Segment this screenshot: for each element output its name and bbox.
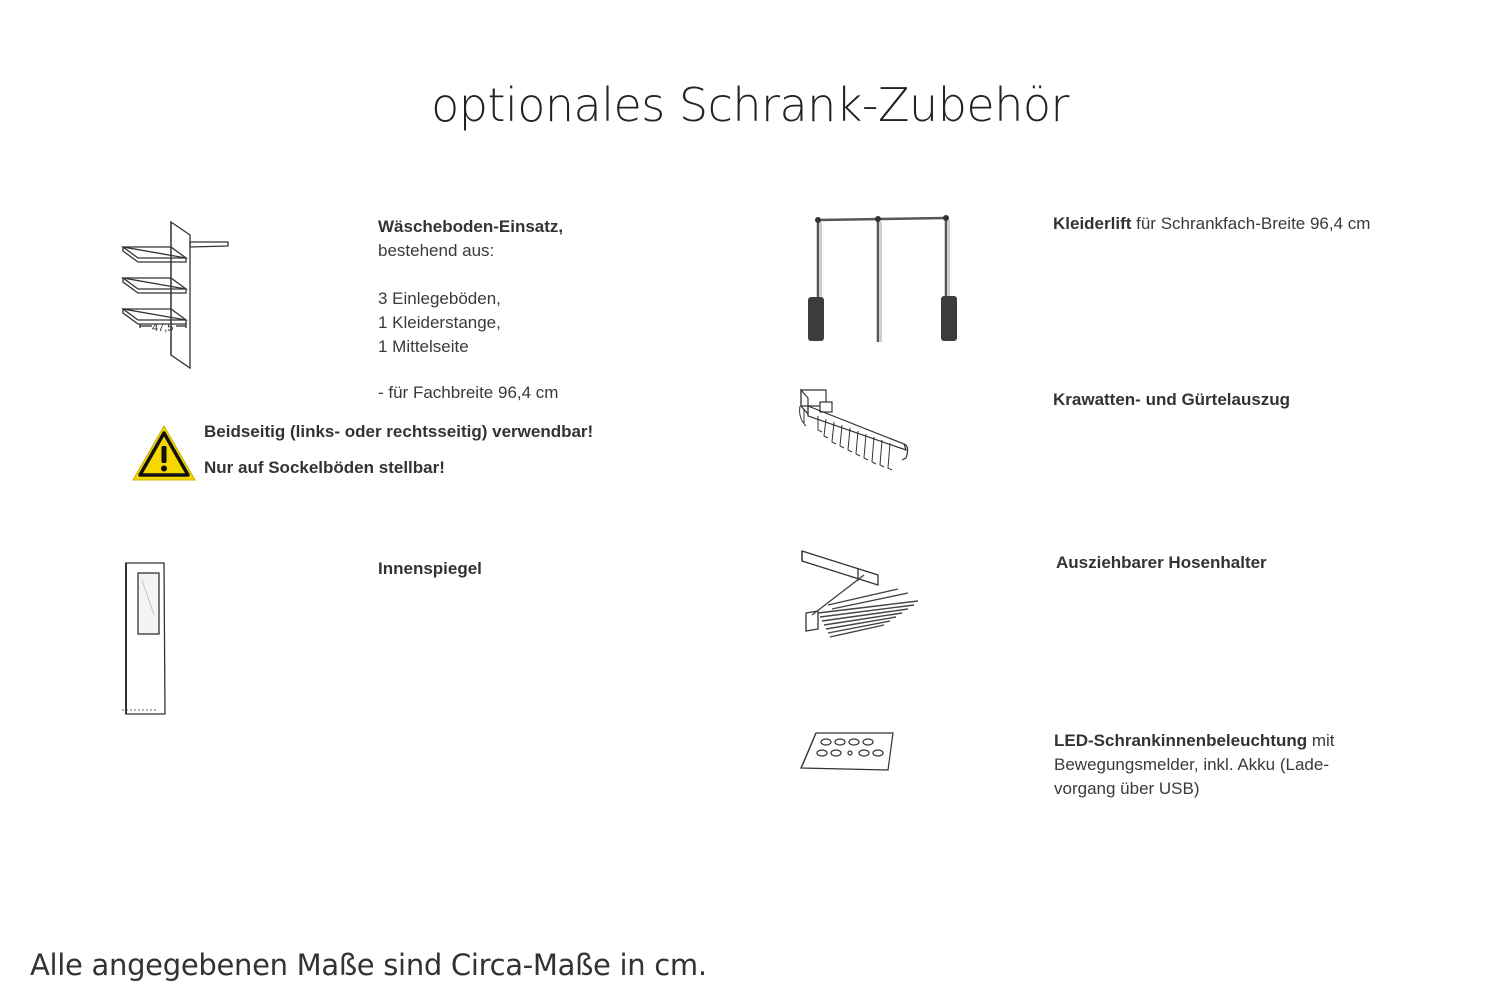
krawatten-description: [1053, 388, 1290, 412]
krawatten-title: Krawatten- und Gürtelauszug: [1053, 390, 1291, 409]
waescheboden-subtitle: bestehend aus:: [378, 241, 495, 260]
waescheboden-item: 1 Kleiderstange,: [378, 313, 501, 332]
warning-text-base: Nur auf Sockelböden stellbar!: [204, 458, 445, 477]
dimension-label: 47,5: [152, 322, 174, 334]
waescheboden-drawing: [118, 218, 238, 373]
waescheboden-item: 3 Einlegeböden,: [378, 289, 501, 308]
hosenhalter-drawing: [798, 545, 926, 643]
warning-text-reversible: Beidseitig (links- oder rechtsseitig) verwendbar!: [204, 422, 594, 441]
innenspiegel-title: Innenspiegel: [378, 559, 482, 578]
hosenhalter-description: [1056, 551, 1267, 575]
waescheboden-item: 1 Mittelseite: [378, 337, 469, 356]
kleiderlift-drawing: [800, 212, 965, 347]
led-description: [1054, 729, 1335, 801]
kleiderlift-title: Kleiderlift: [1053, 214, 1132, 233]
page-title: optionales Schrank-Zubehör: [431, 78, 1069, 132]
krawatten-drawing: [796, 386, 914, 478]
waescheboden-title: Wäscheboden-Einsatz,: [378, 217, 564, 236]
innenspiegel-drawing: [118, 560, 178, 722]
innenspiegel-description: [378, 557, 482, 581]
waescheboden-description: [378, 215, 563, 405]
led-line2: Bewegungsmelder, inkl. Akku (Lade-: [1054, 755, 1329, 774]
footer-note: Alle angegebenen Maße sind Circa-Maße in cm.: [30, 948, 707, 982]
led-line3: vorgang über USB): [1054, 779, 1200, 798]
kleiderlift-description: [1053, 212, 1370, 236]
led-title: LED-Schrankinnenbeleuchtung: [1054, 731, 1308, 750]
kleiderlift-rest: für Schrankfach-Breite 96,4 cm: [1131, 214, 1371, 233]
led-drawing: [798, 730, 898, 775]
hosenhalter-title: Ausziehbarer Hosenhalter: [1056, 553, 1267, 572]
waescheboden-width-note: - für Fachbreite 96,4 cm: [378, 383, 559, 402]
led-rest: mit: [1307, 731, 1335, 750]
warning-icon: [131, 424, 197, 482]
